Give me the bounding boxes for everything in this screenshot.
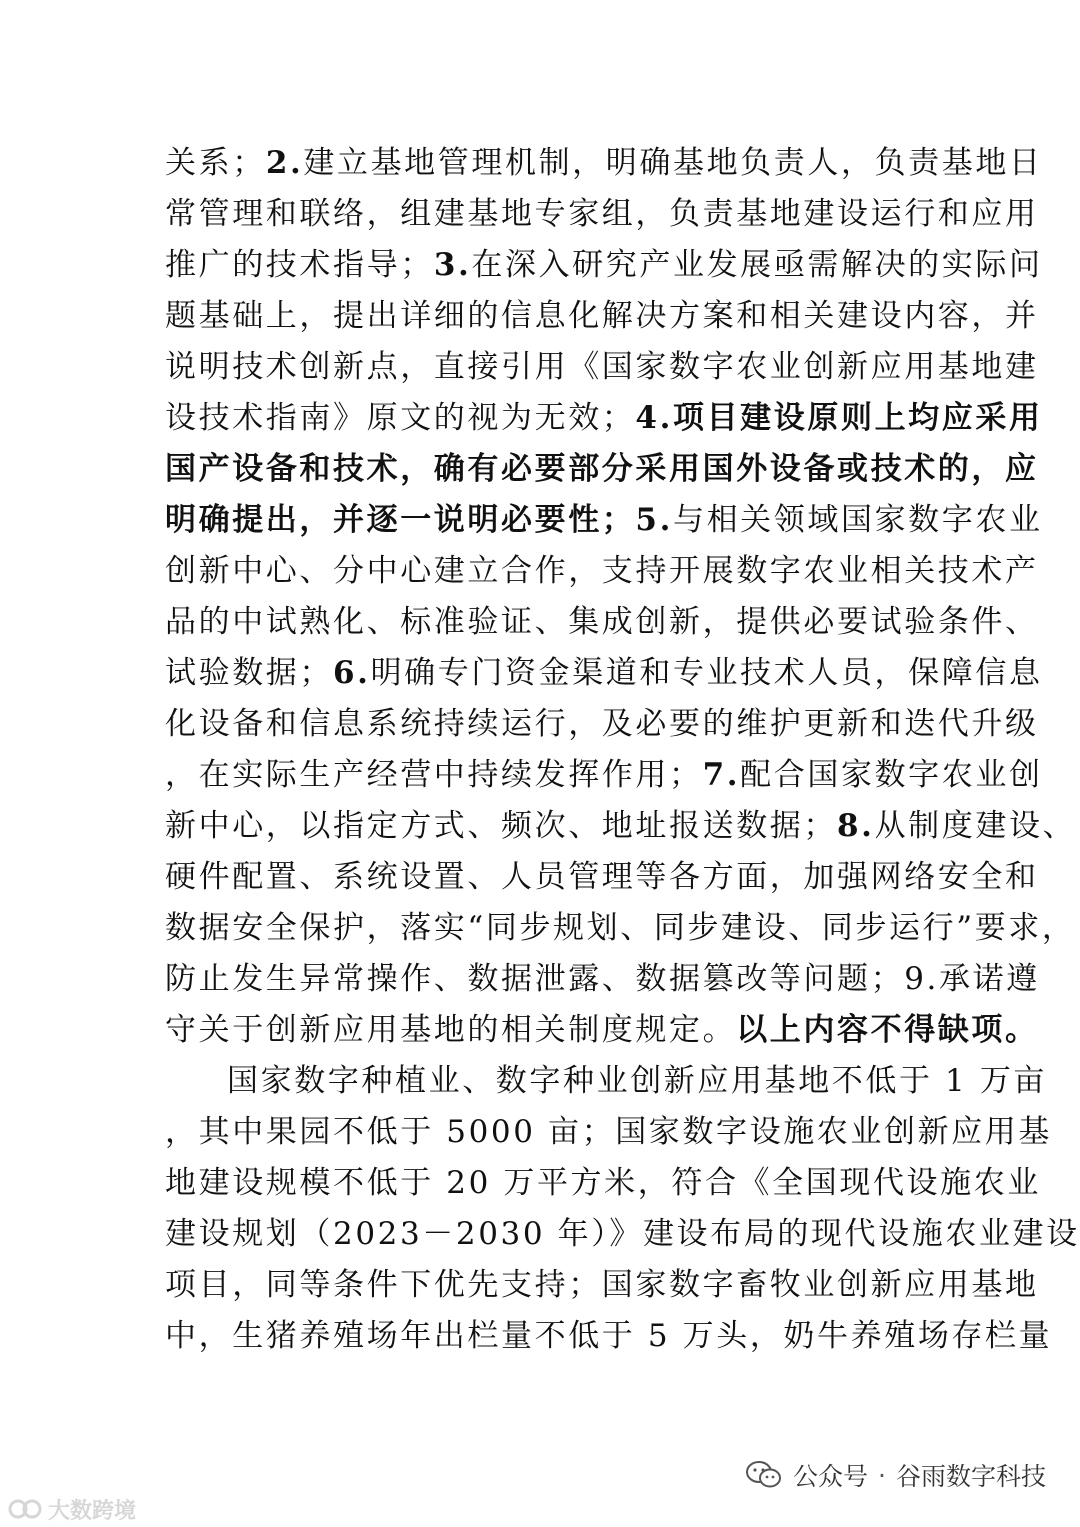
text-line xyxy=(165,1260,1039,1311)
text-line xyxy=(165,495,1043,546)
text-run: 守关于创新应用基地的相关制度规定。 xyxy=(165,1012,737,1048)
text-run: 说明技术创新点，直接引用《国家数字农业创新应用基地建 xyxy=(165,349,1039,385)
text-line xyxy=(165,189,1039,240)
text-line xyxy=(165,954,1040,1005)
text-run: 题基础上，提出详细的信息化解决方案和相关建设内容，并 xyxy=(165,298,1039,334)
watermark-separator: · xyxy=(878,1460,886,1490)
text-run: 与相关领域国家数字农业 xyxy=(672,502,1043,538)
logo-icon xyxy=(8,1498,44,1520)
text-line xyxy=(165,240,1043,291)
bold-text: 3. xyxy=(433,247,472,283)
text-run: ，其中果园不低于 5000 亩；国家数字设施农业创新应用基 xyxy=(165,1114,1052,1150)
text-run: 关系； xyxy=(165,145,266,181)
text-line xyxy=(165,852,1039,903)
text-line xyxy=(165,546,1039,597)
corner-logo xyxy=(8,1494,136,1524)
account-watermark xyxy=(745,1455,1046,1495)
wechat-icon xyxy=(745,1460,783,1490)
text-line xyxy=(165,648,1043,699)
text-run: ，在实际生产经营中持续发挥作用； xyxy=(165,757,703,793)
text-run: 项目，同等条件下优先支持；国家数字畜牧业创新应用基地 xyxy=(165,1267,1039,1303)
bold-text: 8. xyxy=(837,808,875,844)
text-line xyxy=(165,393,1043,444)
text-run: 设技术指南》原文的视为无效； xyxy=(165,400,636,436)
text-line xyxy=(165,1158,1041,1209)
text-line xyxy=(165,1209,1080,1260)
text-line xyxy=(165,444,1039,495)
bold-text: 7. xyxy=(702,757,741,793)
bold-text: 国产设备和技术，确有必要部分采用国外设备或技术的，应 xyxy=(165,451,1039,487)
text-run: 常管理和联络，组建基地专家组，负责基地建设运行和应用 xyxy=(165,196,1039,232)
text-line xyxy=(165,342,1039,393)
text-run: 配合国家数字农业创 xyxy=(740,757,1043,793)
text-line xyxy=(165,1056,1048,1107)
text-run: 建立基地管理机制，明确基地负责人，负责基地日 xyxy=(303,145,1043,181)
text-run: 国家数字种植业、数字种业创新应用基地不低于 1 万亩 xyxy=(227,1063,1048,1099)
text-run: 硬件配置、系统设置、人员管理等各方面，加强网络安全和 xyxy=(165,859,1039,895)
text-run: 从制度建设、 xyxy=(874,808,1077,844)
text-run: 中，生猪养殖场年出栏量不低于 5 万头，奶牛养殖场存栏量 xyxy=(165,1318,1053,1354)
text-run: 数据安全保护，落实“同步规划、同步建设、同步运行”要求， xyxy=(165,910,1076,946)
text-line xyxy=(165,1107,1052,1158)
logo-text: 大数跨境 xyxy=(48,1498,137,1524)
text-line xyxy=(165,291,1039,342)
text-line xyxy=(165,1311,1053,1362)
text-run: 在深入研究产业发展亟需解决的实际问 xyxy=(471,247,1043,283)
text-line xyxy=(165,903,1076,954)
bold-text: 以上内容不得缺项。 xyxy=(736,1012,1039,1048)
bold-text: 明确提出，并逐一说明必要性； xyxy=(165,502,636,538)
text-line xyxy=(165,1005,1039,1056)
text-run: 防止发生异常操作、数据泄露、数据篡改等问题；9.承诺遵 xyxy=(165,961,1040,997)
text-line xyxy=(165,801,1077,852)
bold-text: 6. xyxy=(333,655,371,691)
text-line xyxy=(165,699,1039,750)
text-line xyxy=(165,138,1043,189)
text-line xyxy=(165,597,1039,648)
watermark-source-label: 公众号 xyxy=(793,1462,869,1491)
text-run: 推广的技术指导； xyxy=(165,247,434,283)
bold-text: 5. xyxy=(635,502,673,538)
text-run: 创新中心、分中心建立合作，支持开展数字农业相关技术产 xyxy=(165,553,1039,589)
watermark-account-name: 谷雨数字科技 xyxy=(895,1462,1046,1491)
text-line xyxy=(165,750,1043,801)
text-run: 地建设规模不低于 20 万平方米，符合《全国现代设施农业 xyxy=(165,1165,1041,1201)
text-run: 试验数据； xyxy=(165,655,333,691)
document-body xyxy=(165,138,1080,1362)
text-run: 建设规划（2023－2030 年）》建设布局的现代设施农业建设 xyxy=(165,1216,1080,1252)
bold-text: 4.项目建设原则上均应采用 xyxy=(635,400,1043,436)
bold-text: 2. xyxy=(265,145,304,181)
text-run: 明确专门资金渠道和专业技术人员，保障信息 xyxy=(370,655,1043,691)
text-run: 化设备和信息系统持续运行，及必要的维护更新和迭代升级 xyxy=(165,706,1039,742)
text-run: 新中心，以指定方式、频次、地址报送数据； xyxy=(165,808,837,844)
text-run: 品的中试熟化、标准验证、集成创新，提供必要试验条件、 xyxy=(165,604,1039,640)
